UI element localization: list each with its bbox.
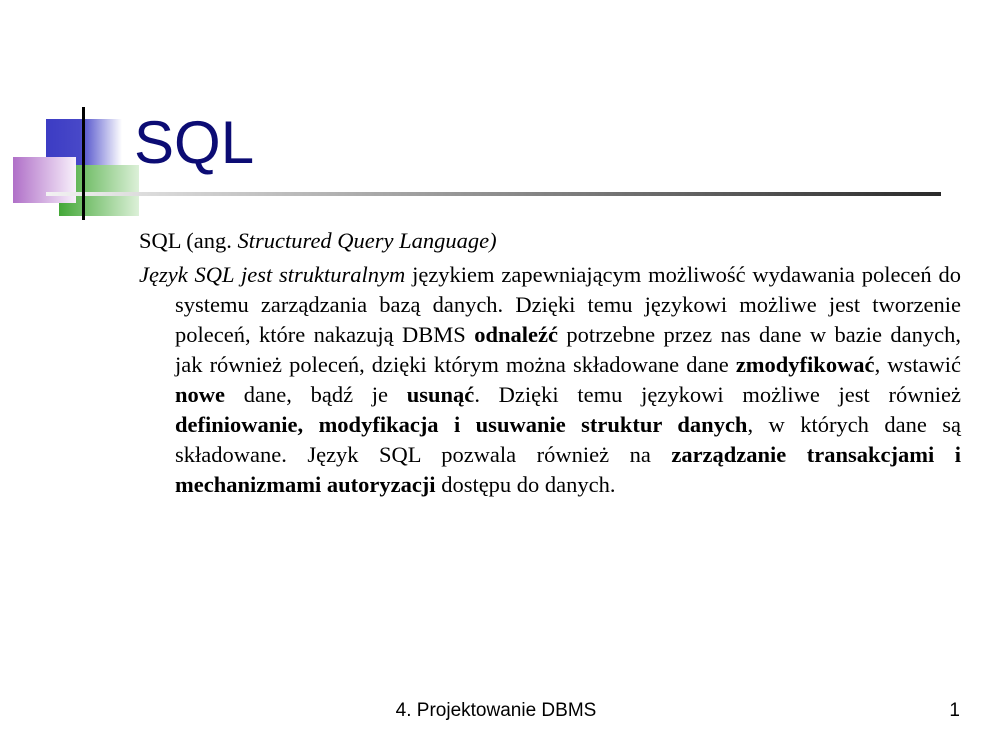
slide-title: SQL (134, 109, 255, 176)
sql-abbrev: SQL (ang. (139, 228, 238, 253)
sql-full-name: Structured Query Language) (237, 228, 497, 253)
text-run-normal: dane, bądź je (225, 382, 407, 407)
text-run-normal: potrzebne przez nas dane w bazie danych, jak również poleceń, dzięki którym można składowane dane (175, 322, 961, 377)
text-run-bold: definiowanie, modyfikacja i usuwanie struktur danych (175, 412, 748, 437)
sql-description-paragraph (139, 260, 961, 500)
vertical-bar (82, 107, 85, 220)
text-run-normal: , wstawić (874, 352, 961, 377)
text-run-normal: językiem zapewniającym możliwość wydawania poleceń do systemu zarządzania bazą danych. Dzięki temu językowi możliwe jest tworzenie poleceń, które nakazują DBMS (175, 262, 961, 347)
purple-square (13, 157, 76, 203)
slide-body (139, 226, 961, 500)
text-run-bold: nowe (175, 382, 225, 407)
text-run-bold: usunąć (406, 382, 475, 407)
text-run-bold: zmodyfikować (735, 352, 875, 377)
text-run-italic: Język SQL jest strukturalnym (139, 262, 406, 287)
text-run-bold: zarządzanie transakcjami i mechanizmami autoryzacji (175, 442, 961, 497)
sql-definition (139, 226, 961, 256)
footer-title: 4. Projektowanie DBMS (395, 700, 597, 721)
text-run-normal: , w których dane są składowane. Język SQL pozwala również na (175, 412, 961, 467)
title-rule (46, 192, 941, 196)
text-run-normal: . Dzięki temu językowi możliwe jest również (474, 382, 961, 407)
text-run-normal: dostępu do danych. (435, 472, 616, 497)
text-run-bold: odnaleźć (474, 322, 558, 347)
page-number: 1 (949, 700, 960, 721)
